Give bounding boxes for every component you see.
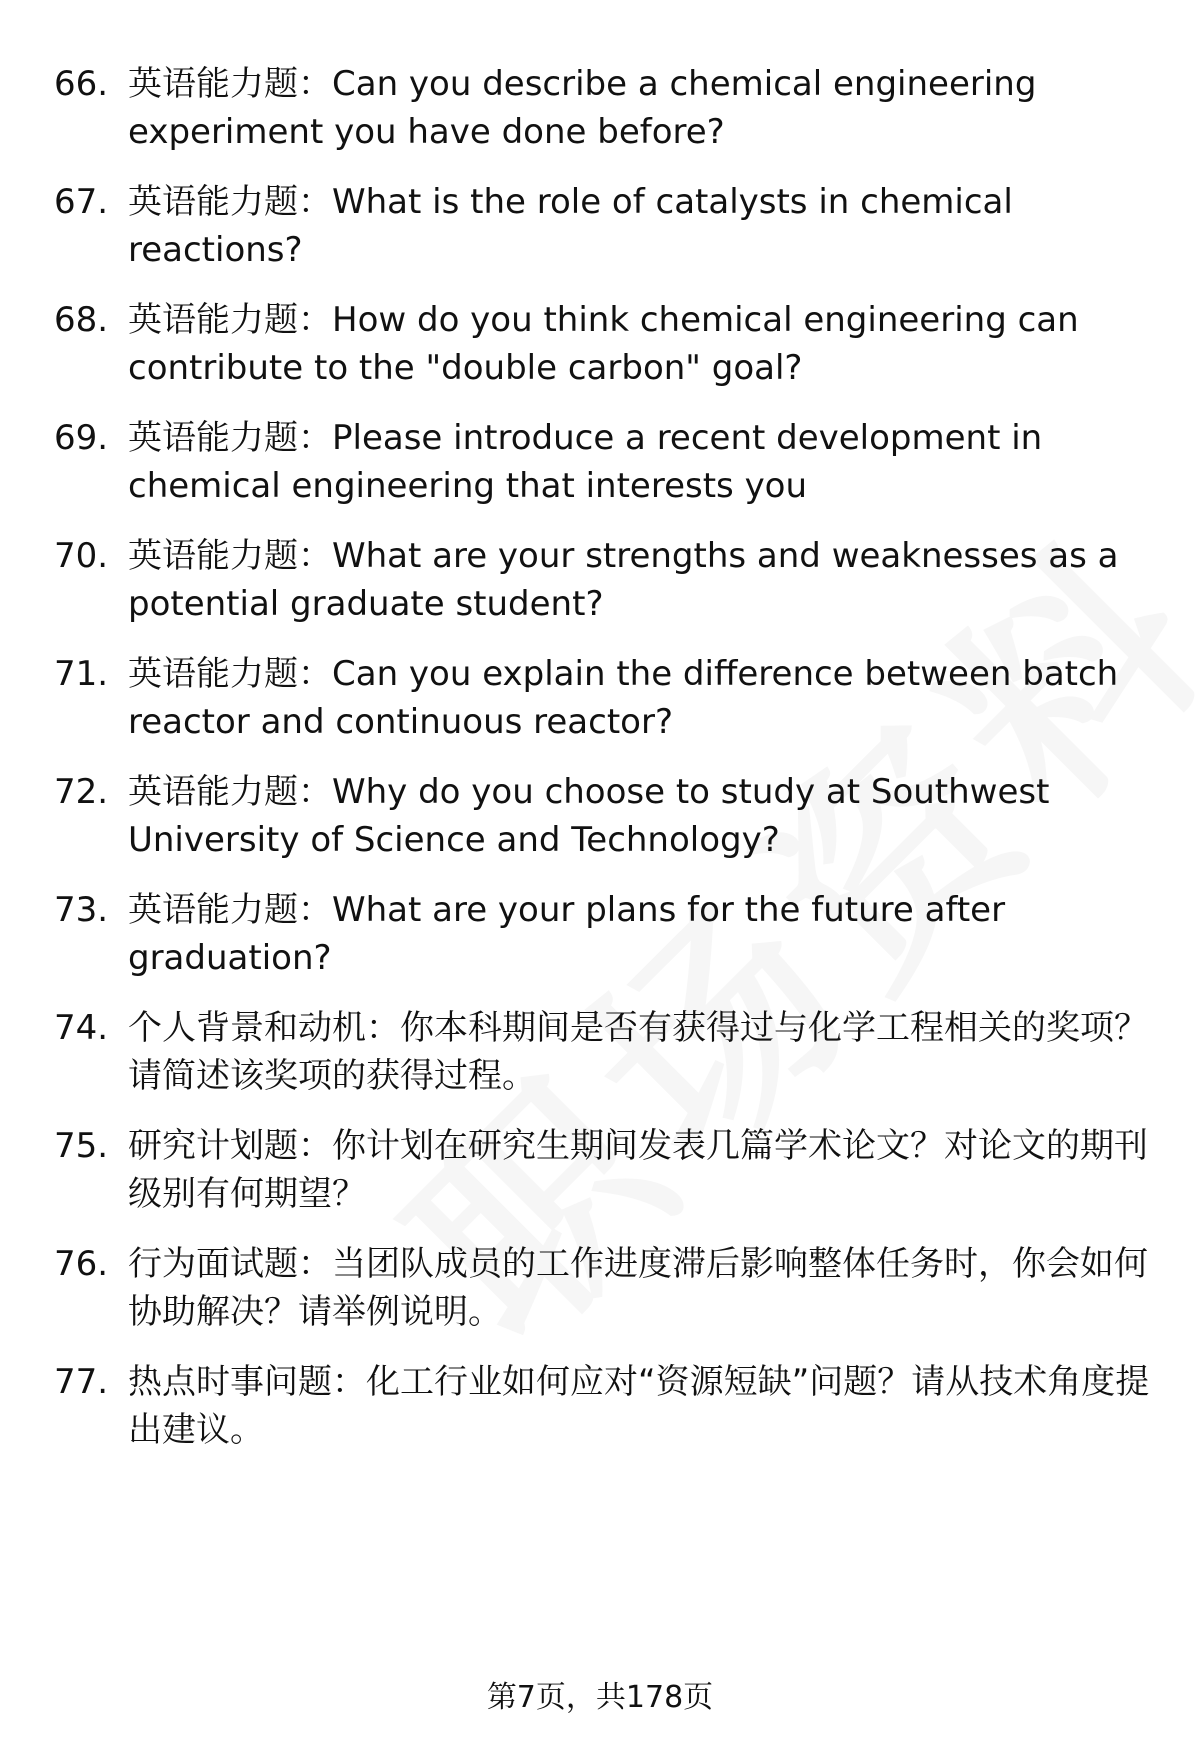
item-text: 英语能力题：What are your plans for the future after graduation? (128, 890, 1006, 978)
list-item (54, 1358, 1154, 1454)
item-number: 74. (54, 1008, 109, 1048)
item-text: 行为面试题：当团队成员的工作进度滞后影响整体任务时，你会如何协助解决？请举例说明。 (128, 1244, 1148, 1332)
item-text: 英语能力题：What are your strengths and weaknesses as a potential graduate student? (128, 536, 1119, 624)
list-item (54, 532, 1154, 628)
item-text: 个人背景和动机：你本科期间是否有获得过与化学工程相关的奖项？请简述该奖项的获得过程。 (128, 1008, 1148, 1096)
list-item (54, 296, 1154, 392)
page-number-footer: 第7页，共178页 (486, 1680, 714, 1715)
item-text: 研究计划题：你计划在研究生期间发表几篇学术论文？对论文的期刊级别有何期望？ (128, 1126, 1148, 1214)
item-text: 英语能力题：What is the role of catalysts in chemical reactions? (128, 182, 1013, 270)
list-item (54, 650, 1154, 746)
item-text: 英语能力题：How do you think chemical engineering can contribute to the "double carbon" goal? (128, 300, 1079, 388)
item-text: 英语能力题：Can you explain the difference between batch reactor and continuous reactor? (128, 654, 1119, 742)
list-item (54, 60, 1154, 156)
item-number: 69. (54, 418, 109, 458)
item-number: 66. (54, 64, 109, 104)
item-number: 68. (54, 300, 109, 340)
list-item (54, 1004, 1154, 1100)
item-number: 75. (54, 1126, 109, 1166)
item-text: 英语能力题：Can you describe a chemical engineering experiment you have done before? (128, 64, 1037, 152)
item-number: 70. (54, 536, 109, 576)
list-item (54, 1240, 1154, 1336)
list-item (54, 178, 1154, 274)
item-text: 英语能力题：Why do you choose to study at Southwest University of Science and Technology? (128, 772, 1050, 860)
list-item (54, 414, 1154, 510)
item-text: 英语能力题：Please introduce a recent development in chemical engineering that interests you (128, 418, 1043, 506)
item-number: 77. (54, 1362, 109, 1402)
question-list (54, 60, 1154, 1476)
item-number: 67. (54, 182, 109, 222)
list-item (54, 768, 1154, 864)
list-item (54, 1122, 1154, 1218)
item-number: 73. (54, 890, 109, 930)
item-number: 72. (54, 772, 109, 812)
list-item (54, 886, 1154, 982)
item-text: 热点时事问题：化工行业如何应对“资源短缺”问题？请从技术角度提出建议。 (128, 1362, 1150, 1450)
item-number: 71. (54, 654, 109, 694)
item-number: 76. (54, 1244, 109, 1284)
